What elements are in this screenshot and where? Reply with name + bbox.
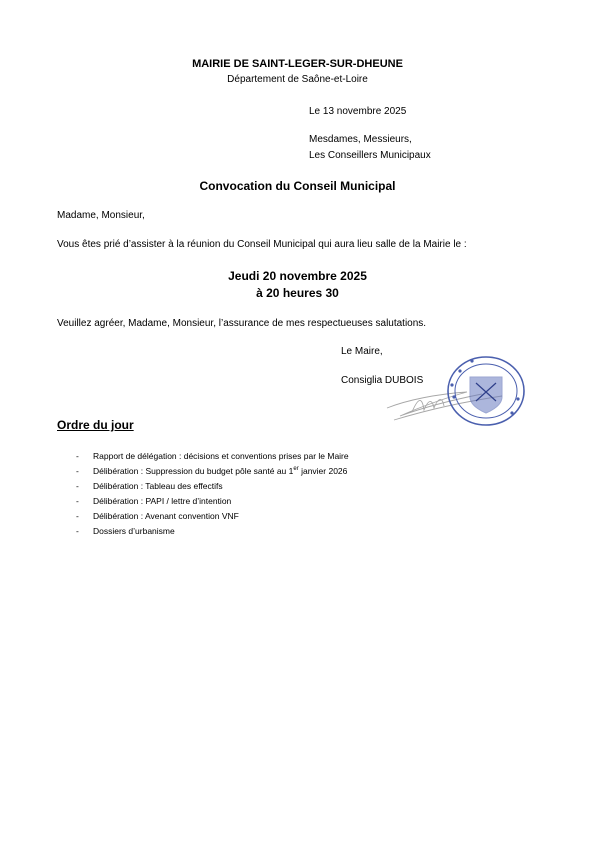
closing-text: Veuillez agréer, Madame, Monsieur, l’assurance de mes respectueuses salutations. <box>57 318 427 329</box>
agenda-item-superscript: er <box>293 466 299 473</box>
agenda-bullet: - <box>76 481 79 491</box>
mairie-title: MAIRIE DE SAINT-LEGER-SUR-DHEUNE <box>192 58 403 70</box>
agenda-item-text: Délibération : Avenant convention VNF <box>93 511 239 521</box>
agenda-bullet: - <box>76 496 79 506</box>
meeting-time: à 20 heures 30 <box>256 286 339 300</box>
date-line: Le 13 novembre 2025 <box>309 106 407 117</box>
agenda-item-text: Délibération : PAPI / lettre d’intention <box>93 496 232 506</box>
agenda-item <box>76 466 347 476</box>
agenda-item <box>76 526 175 536</box>
signature-name: Consiglia DUBOIS <box>341 375 424 386</box>
agenda-bullet: - <box>76 526 79 536</box>
agenda-item <box>76 511 239 521</box>
department-subtitle: Département de Saône-et-Loire <box>227 74 368 85</box>
agenda-item <box>76 496 231 506</box>
agenda-heading: Ordre du jour <box>57 418 134 432</box>
letter-subject: Convocation du Conseil Municipal <box>199 179 396 193</box>
agenda-bullet: - <box>76 451 79 461</box>
meeting-date: Jeudi 20 novembre 2025 <box>228 269 367 283</box>
recipient-line-2: Les Conseillers Municipaux <box>309 150 431 161</box>
signature-role: Le Maire, <box>341 346 383 357</box>
agenda-bullet: - <box>76 466 79 476</box>
salutation: Madame, Monsieur, <box>57 210 145 221</box>
agenda-item-text: Rapport de délégation : décisions et conventions prises par le Maire <box>93 451 349 461</box>
agenda-item <box>76 451 349 461</box>
recipient-line-1: Mesdames, Messieurs, <box>309 134 412 145</box>
agenda-item <box>76 481 223 491</box>
agenda-bullet: - <box>76 511 79 521</box>
agenda-item-text: Délibération : Tableau des effectifs <box>93 481 223 491</box>
mairie-stamp-signature <box>382 350 548 442</box>
agenda-item-text: Délibération : Suppression du budget pôle santé au 1 <box>93 466 294 476</box>
agenda-item-text-tail: janvier 2026 <box>298 466 348 476</box>
agenda-item-text: Dossiers d’urbanisme <box>93 526 175 536</box>
body-text: Vous êtes prié d’assister à la réunion du Conseil Municipal qui aura lieu salle de la Mairie le : <box>57 239 467 250</box>
